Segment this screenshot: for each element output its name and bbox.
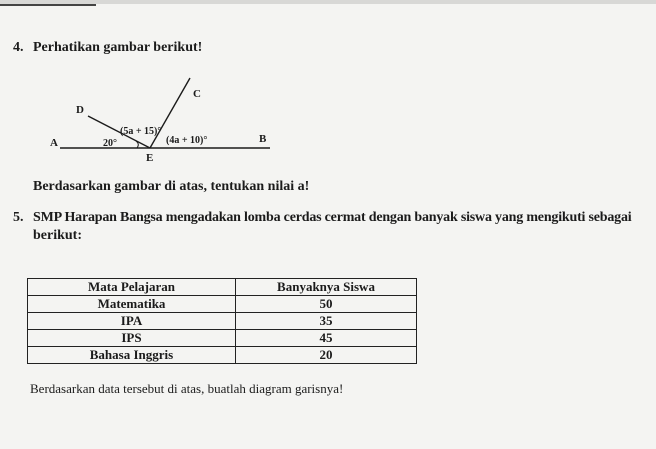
q5-prompt-line1: SMP Harapan Bangsa mengadakan lomba cerdas cermat dengan banyak siswa yang mengikuti sebagai	[33, 210, 632, 225]
angle-mid-label: (5a + 15)°	[120, 126, 162, 137]
cell-subject: Bahasa Inggris	[28, 347, 236, 364]
cell-subject: IPS	[28, 330, 236, 347]
cell-subject: IPA	[28, 313, 236, 330]
table-row	[28, 313, 417, 330]
top-rule	[0, 4, 96, 6]
header-subject: Mata Pelajaran	[28, 279, 236, 296]
angle-figure	[40, 60, 290, 170]
top-edge	[0, 0, 656, 4]
angle-left-label: 20°	[103, 138, 117, 149]
q5-instruction: Berdasarkan data tersebut di atas, buatlah diagram garisnya!	[30, 381, 344, 396]
cell-subject: Matematika	[28, 296, 236, 313]
label-b: B	[259, 133, 267, 145]
table-row	[28, 296, 417, 313]
table-row	[28, 347, 417, 364]
cell-count: 50	[236, 296, 417, 313]
label-c: C	[193, 88, 201, 100]
cell-count: 20	[236, 347, 417, 364]
q4-number: 4.	[13, 40, 24, 55]
cell-count: 35	[236, 313, 417, 330]
data-table	[27, 278, 417, 364]
q4-prompt: Perhatikan gambar berikut!	[33, 40, 203, 55]
label-a: A	[50, 137, 58, 149]
q5-prompt-line2: berikut:	[33, 228, 82, 243]
table-header-row	[28, 279, 417, 296]
q5-number: 5.	[13, 210, 24, 225]
angle-right-label: (4a + 10)°	[166, 135, 208, 146]
label-e: E	[146, 152, 154, 164]
cell-count: 45	[236, 330, 417, 347]
label-d: D	[76, 104, 84, 116]
table-row	[28, 330, 417, 347]
q4-instruction: Berdasarkan gambar di atas, tentukan nilai a!	[33, 179, 310, 194]
header-count: Banyaknya Siswa	[236, 279, 417, 296]
